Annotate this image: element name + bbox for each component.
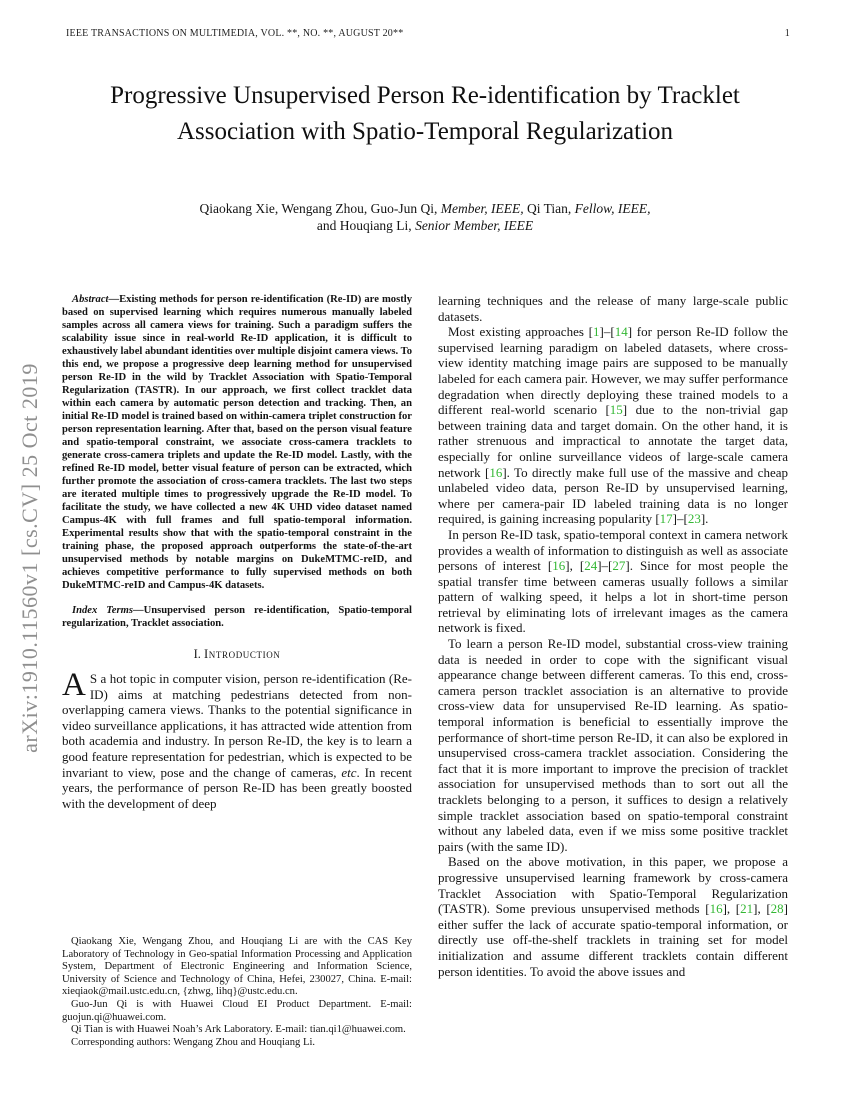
author-line-2 [75,217,775,234]
text-segment: ] for person Re-ID follow the supervised learning paradigm on labeled datasets, where cross-view identity matching image pairs are supposed to be manually labeled for each camera pair. However, we may suffer performance degradation when directly deploying these trained models to a different real-world scenario [ [438,324,788,418]
text-segment: . In recent years, the performance of person Re-ID has been greatly boosted with the development of deep [62,764,412,811]
text-segment: Abstract [72,294,109,305]
arxiv-watermark: arXiv:1910.11560v1 [cs.CV] 25 Oct 2019 [17,363,42,753]
index-terms-paragraph [62,604,412,630]
intro-text [62,667,412,811]
text-segment: ], [ [722,901,741,917]
body-paragraph [438,527,788,636]
footnote-item: Qi Tian is with Huawei Noah’s Ark Laboratory. E-mail: tian.qi1@huawei.com. [71,1024,406,1036]
text-segment: S a hot topic in computer vision, person re-identification (Re-ID) aims at matching pedestrians detected from non-overlapping camera views. Thanks to the potential significance in video surveillance applications, it has attracted wide attention from both academia and industry. In person Re-ID, the key is to learn a good feature representation for pedestrian, which is expected to be invariant to view, pose and the change of cameras, [62,671,412,780]
page-number: 1 [784,28,790,39]
text-segment: etc [341,764,357,780]
text-segment: Member, IEEE, [440,201,524,216]
text-segment: —Existing methods for person re-identification (Re-ID) are mostly based on supervised learning which requires numerous manually labeled samples across all camera views for training. Such a paradigm suffers the scalability issue since in real-world Re-ID application, it is difficult to exhaustively label abundant identities over multiple disjoint camera views. To this end, we propose a progressive deep learning method for unsupervised person Re-ID in the wild by Tracklet Association with Spatio-Temporal Regularization (TASTR). In our approach, we first collect tracklet data within each camera by automatic person detection and tracking. Then, an initial Re-ID model is trained based on within-camera triplet construction for person representation learning. After that, based on the person visual feature and spatio-temporal constraint, we associate cross-camera tracklets to generate cross-camera triplets and update the Re-ID model. Lastly, with the refined Re-ID model, better visual feature of person can be extracted, which further promote the association of cross-camera tracklets. The last two steps are iterated multiple times to progressively upgrade the Re-ID model. To facilitate the study, we have collected a new 4K UHD video dataset named Campus-4K with full frames and full spatio-temporal information. Experimental results show that with the spatio-temporal constraint in the training phase, the proposed approach outperforms the state-of-the-art unsupervised methods by notable margins on DukeMTMC-reID, and achieves competitive performance to fully supervised methods on both DukeMTMC-reID and Campus-4K datasets. [62,294,413,591]
journal-header-text: IEEE TRANSACTIONS ON MULTIMEDIA, VOL. **, NO. **, AUGUST 20** [66,28,404,39]
citation-link[interactable]: 16 [489,464,503,480]
citation-link[interactable]: 28 [770,901,784,917]
author-line-1 [75,200,775,217]
abstract-paragraph [62,293,412,592]
section-label: Introduction [204,647,281,661]
text-segment: Qiaokang Xie, Wengang Zhou, Guo-Jun Qi, [199,201,441,216]
text-segment: ]. Since for most people the spatial transfer time between cameras usually follows a similar pattern of walking speed, it helps a lot in short-time person retrieval by eliminating lots of irrelevant images as the camera network is fixed. [438,558,788,636]
text-segment: Fellow, IEEE, [574,201,651,216]
text-segment: Based on the above motivation, in this paper, we propose a progressive unsupervised learning framework by cross-camera Tracklet Association with Spatio-Temporal Regularization (TASTR). Some previous unsupervised methods [ [438,854,788,917]
section-heading-introduction [62,647,412,662]
citation-link[interactable]: 16 [709,901,723,917]
text-segment: To learn a person Re-ID model, substantial cross-view training data is needed in order to cope with the significant visual appearance change between different cameras. To this end, cross-camera person tracklet association is an alternative to provide cross-view data for unsupervised Re-ID learning. As spatio-temporal information is beneficial to essentially improve the performance of short-time person Re-ID, it can also be explored in unsupervised cross-camera tracklet association. Considering the fact that it is more important to improve the precision of tracklet association for unsupervised methods than to sort out all the tracklets belonging to a person, it suffices to design a relatively simple tracklet association based on spatio-temporal constraint without any labeled data, even if we miss some positive tracklet pairs (with the same ID). [438,636,788,854]
text-segment: ]. [700,511,709,527]
citation-link[interactable]: 23 [687,511,701,527]
citation-link[interactable]: 27 [612,558,626,574]
text-segment: Qi Tian, [523,201,575,216]
text-segment: ]–[ [672,511,688,527]
citation-link[interactable]: 15 [609,402,623,418]
text-segment: In person Re-ID task, spatio-temporal context in camera network provides a wealth of information to distinguish as well as associate persons of interest [ [438,526,788,574]
footnote-item: Corresponding authors: Wengang Zhou and Houqiang Li. [71,1036,316,1048]
body-paragraph [438,324,788,527]
text-segment: ] due to the non-trivial gap between training data and target domain. On the other hand, it is rather strenuous and impractical to annotate the target data, especially for online surveillance videos of large-scale camera network [ [438,402,788,480]
text-segment: ] either suffer the lack of accurate spatio-temporal information, or directly use off-the-shelf tracklets in training set for model initialization and assume different tracklets contain different person identities. To avoid the above issues and [438,901,788,979]
citation-link[interactable]: 1 [593,324,600,340]
intro-paragraph [62,667,412,811]
text-segment: —Unsupervised person re-identification, Spatio-temporal regularization, Tracklet association. [62,605,412,629]
text-segment: ], [ [753,901,771,917]
text-segment: and Houqiang Li, [316,218,416,233]
intro-dropcap: A [62,667,86,703]
text-segment: Senior Member, IEEE [415,218,534,233]
citation-link[interactable]: 14 [614,324,628,340]
running-header [66,28,790,39]
body-paragraph [438,636,788,854]
body-paragraph [438,293,788,324]
footnote-block [62,936,412,1049]
text-segment: learning techniques and the release of many large-scale public datasets. [438,293,788,324]
paper-title: Progressive Unsupervised Person Re-identification by Tracklet Association with Spatio-Temporal Regularization [110,82,740,145]
body-paragraph [438,854,788,979]
text-segment: Index Terms [72,605,133,616]
citation-link[interactable]: 24 [584,558,598,574]
footnote-item: Qiaokang Xie, Wengang Zhou, and Houqiang Li are with the CAS Key Laboratory of Technology in Geo-spatial Information Processing and Application System, Department of Electronic Engineering and Information Science, University of Science and Technology of China, Hefei, 230027, China. E-mail: xieqiaok@mail.ustc.edu.cn, {zhwg, lihq}@ustc.edu.cn. [62,936,412,998]
text-segment: ]–[ [599,324,615,340]
author-block [75,200,775,234]
text-segment: ], [ [565,558,585,574]
right-column [438,293,788,979]
citation-link[interactable]: 17 [659,511,673,527]
section-number: I. [193,647,201,661]
text-segment: ]–[ [597,558,613,574]
citation-link[interactable]: 16 [552,558,566,574]
footnote-item: Guo-Jun Qi is with Huawei Cloud EI Product Department. E-mail: guojun.qi@huawei.com. [62,998,412,1023]
citation-link[interactable]: 21 [740,901,754,917]
text-segment: Most existing approaches [ [448,324,594,340]
two-column-body [62,293,788,979]
text-segment: ]. To directly make full use of the massive and cheap unlabeled video data, person Re-ID by unsupervised learning, where per camera-pair ID labeled training data is no longer required, is gaining increasing popularity [ [438,464,788,527]
left-column [62,293,412,979]
